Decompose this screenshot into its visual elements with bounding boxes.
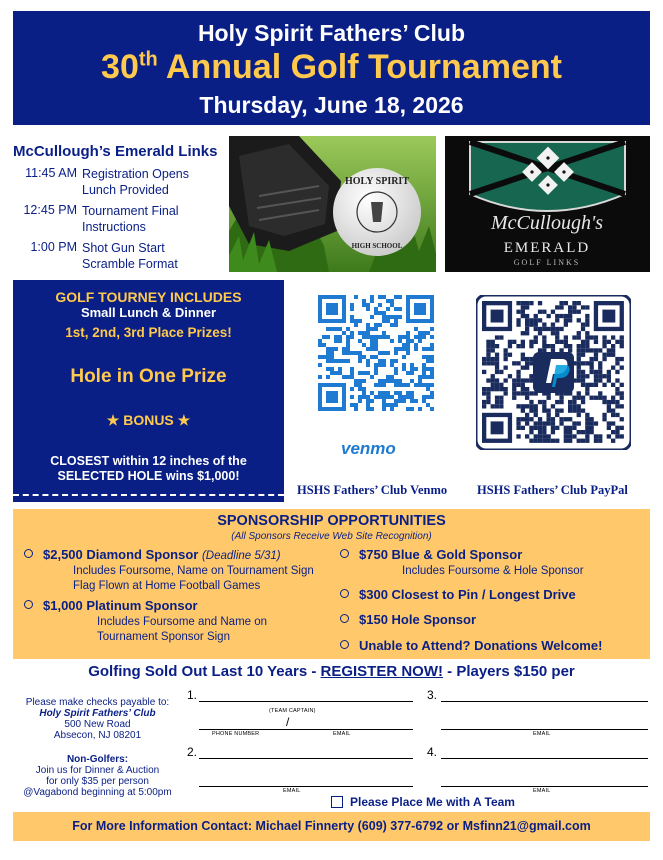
diamond-desc: Includes Foursome, Name on Tournament Sign Flag Flown at Home Football Games	[73, 565, 314, 592]
logo-emerald: EMERALD	[503, 240, 591, 256]
place-me-checkbox[interactable]	[331, 796, 343, 808]
donations: Unable to Attend? Donations Welcome!	[340, 638, 602, 653]
paypal-qr[interactable]	[476, 295, 631, 450]
golf-ball-photo	[229, 136, 436, 272]
player-4-number: 4.	[427, 745, 438, 759]
team-captain-label: (TEAM CAPTAIN)	[269, 708, 316, 714]
closest-line-1: CLOSEST within 12 inches of the	[50, 454, 247, 468]
schedule-time: 11:45 AM	[25, 166, 77, 180]
blue-gold-desc: Includes Foursome & Hole Sponsor	[402, 565, 584, 577]
hole-sponsor: $150 Hole Sponsor	[340, 612, 476, 627]
venmo-logo: venmo	[341, 439, 396, 458]
schedule-desc: Tournament Final Instructions	[82, 204, 179, 234]
player-2-number: 2.	[187, 745, 198, 759]
place-me-label: Please Place Me with A Team	[350, 795, 515, 809]
player-2-name-field[interactable]	[199, 758, 413, 759]
player-3-number: 3.	[427, 688, 438, 702]
footer-contact	[13, 812, 650, 841]
venue-name: McCullough’s Emerald Links	[13, 143, 218, 160]
bullet-ring	[340, 549, 349, 558]
schedule-desc: Registration Opens Lunch Provided	[82, 167, 190, 197]
register-banner: Golfing Sold Out Last 10 Years - REGISTER NOW! - Players $150 per	[88, 663, 575, 680]
closest-sponsor: $300 Closest to Pin / Longest Drive	[340, 587, 576, 602]
schedule-desc: Shot Gun Start Scramble Format	[82, 241, 178, 271]
contact-text: For More Information Contact: Michael Finnerty (609) 377-6792 or Msfinn21@gmail.com	[72, 819, 591, 833]
header-banner	[13, 11, 650, 125]
email-label: EMAIL	[533, 731, 551, 737]
email-label: EMAIL	[533, 788, 551, 794]
blue-gold-sponsor: $750 Blue & Gold Sponsor	[340, 547, 522, 562]
logo-name: McCullough's	[490, 212, 604, 234]
dashed-divider	[13, 494, 284, 496]
paypal-caption: HSHS Fathers’ Club PayPal	[477, 483, 628, 497]
sponsorship-note: (All Sponsors Receive Web Site Recognition)	[231, 531, 432, 542]
player-3-name-field[interactable]	[441, 701, 648, 702]
includes-heading: GOLF TOURNEY INCLUDES	[55, 289, 242, 305]
player-4-email-field[interactable]	[441, 786, 648, 787]
player-4-name-field[interactable]	[441, 758, 648, 759]
player-1-contact-field[interactable]	[199, 729, 413, 730]
player-1-number: 1.	[187, 688, 198, 702]
org-name: Holy Spirit Fathers’ Club	[197, 20, 466, 46]
platinum-desc: Includes Foursome and Name on Tournament Sponsor Sign	[97, 616, 268, 643]
schedule-time: 1:00 PM	[30, 240, 77, 254]
register-now-link[interactable]: REGISTER NOW!	[320, 663, 443, 680]
phone-email-separator: /	[286, 715, 290, 729]
diamond-sponsor: $2,500 Diamond Sponsor (Deadline 5/31)	[24, 547, 281, 562]
bullet-ring	[24, 549, 33, 558]
venmo-caption: HSHS Fathers’ Club Venmo	[297, 483, 448, 497]
platinum-sponsor: $1,000 Platinum Sponsor	[24, 598, 198, 613]
sponsorship-title: SPONSORSHIP OPPORTUNITIES	[217, 513, 446, 529]
phone-label: PHONE NUMBER	[212, 731, 260, 737]
venue-logo	[445, 136, 650, 272]
bullet-ring	[340, 589, 349, 598]
ball-print-bottom: HIGH SCHOOL	[351, 242, 403, 250]
includes-lunch: Small Lunch & Dinner	[80, 305, 217, 320]
player-1-name-field[interactable]	[199, 701, 413, 702]
bonus-label: ★ BONUS ★	[106, 412, 191, 428]
bullet-ring	[340, 640, 349, 649]
non-golfers-block: Non-Golfers: Join us for Dinner & Auction for only $35 per person @Vagabond beginning at 5:00pm	[23, 754, 172, 798]
player-2-email-field[interactable]	[199, 786, 413, 787]
player-3-email-field[interactable]	[441, 729, 648, 730]
closest-line-2: SELECTED HOLE wins $1,000!	[57, 469, 240, 483]
event-date: Thursday, June 18, 2026	[199, 92, 464, 118]
bullet-ring	[24, 600, 33, 609]
includes-prizes: 1st, 2nd, 3rd Place Prizes!	[65, 325, 232, 340]
venmo-qr[interactable]	[318, 295, 434, 435]
email-label: EMAIL	[283, 788, 301, 794]
event-title: 30th Annual Golf Tournament	[101, 48, 562, 86]
schedule-time: 12:45 PM	[23, 203, 77, 217]
bullet-ring	[340, 614, 349, 623]
includes-panel	[13, 280, 284, 502]
sponsorship-panel	[13, 509, 650, 659]
logo-golf-links: GOLF LINKS	[513, 258, 581, 267]
ball-print-top: HOLY SPIRIT	[344, 176, 410, 187]
payable-block: Please make checks payable to: Holy Spirit Fathers’ Club 500 New Road Absecon, NJ 08201	[25, 697, 170, 741]
email-label: EMAIL	[333, 731, 351, 737]
hole-in-one: Hole in One Prize	[70, 366, 227, 387]
